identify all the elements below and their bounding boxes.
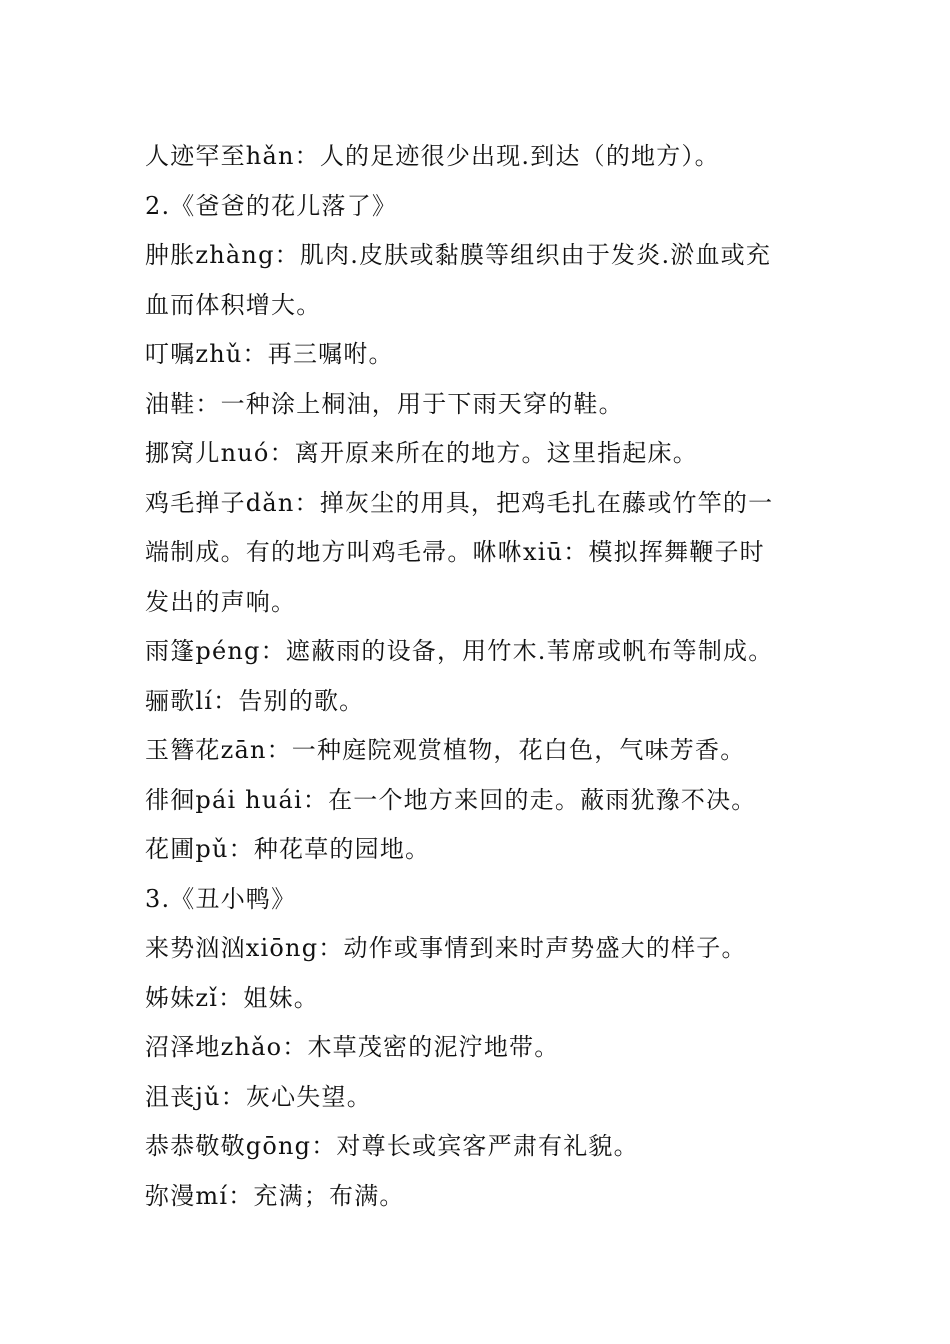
text-line: 端制成。有的地方叫鸡毛帚。咻咻xiū：模拟挥舞鞭子时 — [145, 538, 765, 566]
text-line: 花圃pǔ：种花草的园地。 — [145, 835, 431, 863]
text-line: 玉簪花zān：一种庭院观赏植物，花白色，气味芳香。 — [145, 736, 746, 764]
text-line: 挪窝儿nuó：离开原来所在的地方。这里指起床。 — [145, 439, 698, 467]
section-heading: 2.《爸爸的花儿落了》 — [145, 191, 398, 220]
text-line: 雨篷péng：遮蔽雨的设备，用竹木.苇席或帆布等制成。 — [145, 637, 774, 665]
text-line: 发出的声响。 — [145, 587, 297, 616]
text-line: 弥漫mí：充满；布满。 — [145, 1181, 405, 1210]
text-line: 姊妹zǐ：姐妹。 — [145, 983, 319, 1012]
text-line: 恭恭敬敬gōng：对尊长或宾客严肃有礼貌。 — [145, 1132, 639, 1160]
text-line: 沮丧jǔ：灰心失望。 — [145, 1082, 372, 1111]
text-line: 沼泽地zhǎo：木草茂密的泥泞地带。 — [145, 1033, 560, 1061]
section-heading: 3.《丑小鸭》 — [145, 884, 297, 913]
text-line: 人迹罕至hǎn：人的足迹很少出现.到达（的地方）。 — [145, 142, 720, 170]
text-line: 徘徊pái huái：在一个地方来回的走。蔽雨犹豫不决。 — [145, 785, 757, 814]
text-line: 叮嘱zhǔ：再三嘱咐。 — [145, 340, 394, 368]
text-line: 骊歌lí：告别的歌。 — [145, 686, 365, 715]
text-line: 来势汹汹xiōng：动作或事情到来时声势盛大的样子。 — [145, 934, 747, 962]
text-line: 鸡毛掸子dǎn：掸灰尘的用具，把鸡毛扎在藤或竹竿的一 — [145, 488, 774, 517]
text-line: 油鞋：一种涂上桐油，用于下雨天穿的鞋。 — [145, 389, 624, 418]
text-line: 血而体积增大。 — [145, 290, 322, 319]
document-body — [145, 132, 825, 1221]
text-line: 肿胀zhàng：肌肉.皮肤或黏膜等组织由于发炎.淤血或充 — [145, 241, 772, 269]
